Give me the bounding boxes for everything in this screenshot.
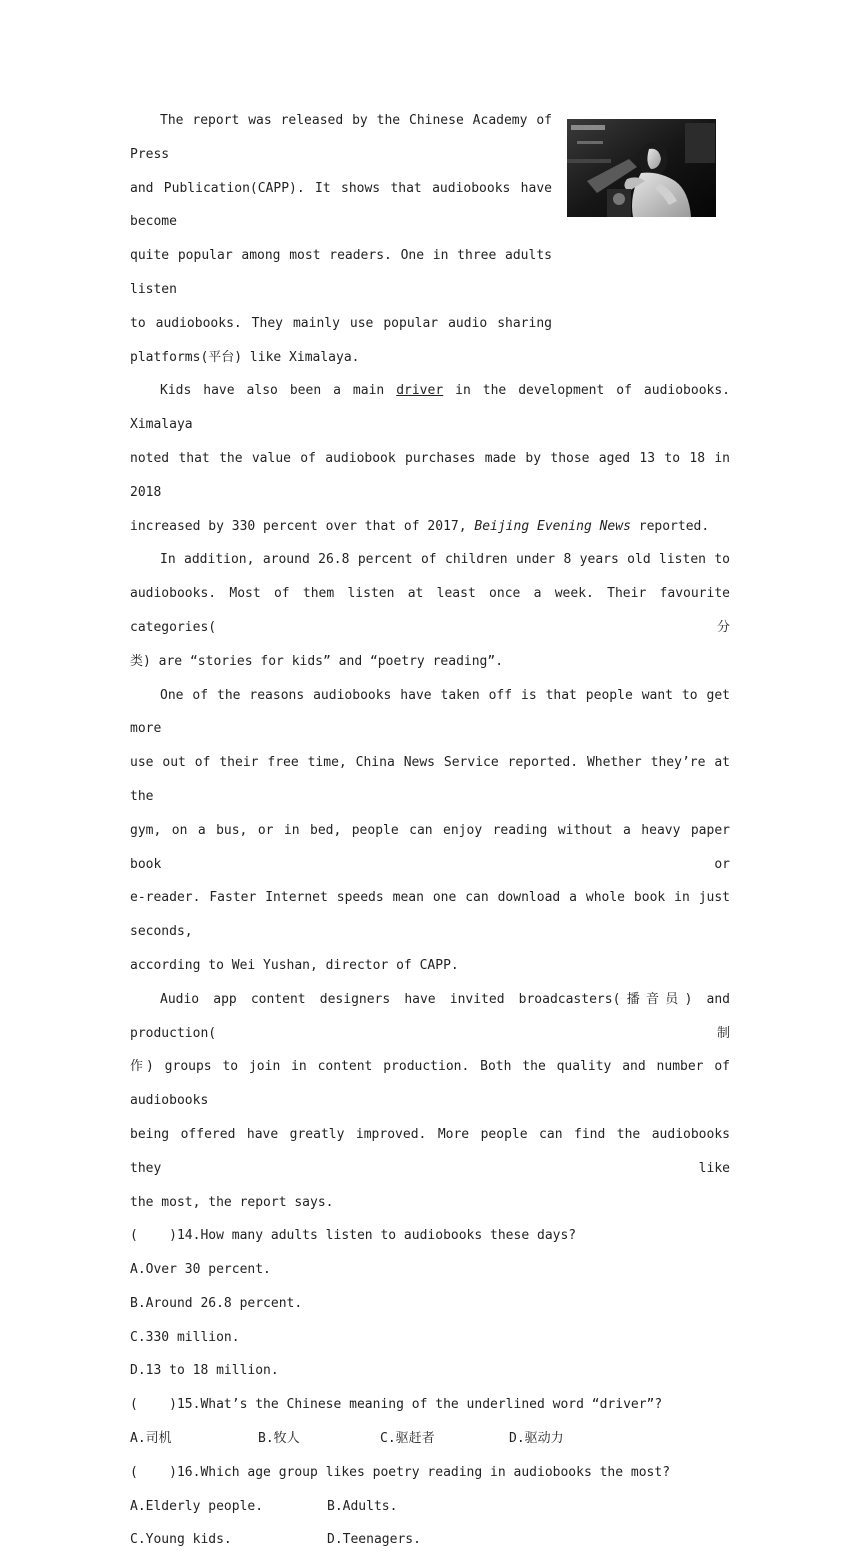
text-line: One of the reasons audiobooks have taken off is that people want to get more <box>130 687 730 737</box>
text-line: to audiobooks. They mainly use popular audio sharing <box>130 315 552 331</box>
newspaper-name: Beijing Evening News <box>474 518 631 534</box>
question-16-option-d[interactable]: D.Teenagers. <box>327 1532 421 1548</box>
question-16-option-a[interactable]: A.Elderly people. <box>130 1498 264 1514</box>
text-line: and Publication(CAPP). It shows that audiobooks have become <box>130 180 552 230</box>
text-line: In addition, around 26.8 percent of children under 8 years old listen to <box>160 552 730 568</box>
question-14-option-b[interactable]: B.Around 26.8 percent. <box>130 1295 303 1311</box>
question-14-stem: ( )14.How many adults listen to audiobooks these days? <box>130 1228 577 1244</box>
text-span: Kids have also been a main <box>160 383 397 399</box>
text-span: increased by 330 percent over that of 2017, <box>130 518 475 534</box>
text-line: according to Wei Yushan, director of CAPP. <box>130 957 459 973</box>
text-line: being offered have greatly improved. More people can find the audiobooks they like <box>130 1126 730 1176</box>
question-16-option-b[interactable]: B.Adults. <box>327 1498 398 1514</box>
text-line <box>130 510 730 544</box>
question-15-option-c[interactable]: C.驱赶者 <box>380 1431 435 1447</box>
intro-paragraph <box>130 104 552 374</box>
text-line: noted that the value of audiobook purchases made by those aged 13 to 18 in 2018 <box>130 450 730 500</box>
question-15-stem: ( )15.What’s the Chinese meaning of the underlined word “driver”? <box>130 1397 663 1413</box>
text-span: in the development of audiobooks. Ximalaya <box>130 383 731 433</box>
text-line <box>130 374 730 442</box>
text-line: 作) groups to join in content production. Both the quality and number of audiobooks <box>130 1059 730 1109</box>
photo-illustration <box>567 119 716 217</box>
text-span: reported. <box>630 518 710 534</box>
question-15-option-d[interactable]: D.驱动力 <box>509 1431 564 1447</box>
question-14-option-c[interactable]: C.330 million. <box>130 1329 240 1345</box>
text-line: 类) are “stories for kids” and “poetry reading”. <box>130 653 504 669</box>
document-page <box>130 104 730 1557</box>
underlined-word: driver <box>396 383 444 399</box>
question-14-option-a[interactable]: A.Over 30 percent. <box>130 1262 271 1278</box>
question-14-option-d[interactable]: D.13 to 18 million. <box>130 1363 279 1379</box>
text-line: platforms(平台) like Ximalaya. <box>130 349 360 365</box>
question-16-options-row2 <box>130 1523 730 1557</box>
question-16-options-row1 <box>130 1490 730 1524</box>
question-15-options <box>130 1422 730 1456</box>
intro-section <box>130 104 730 374</box>
text-line: use out of their free time, China News Service reported. Whether they’re at the <box>130 755 730 804</box>
text-line: The report was released by the Chinese Academy of Press <box>130 113 552 162</box>
text-line: gym, on a bus, or in bed, people can enjoy reading without a heavy paper book or <box>130 822 730 872</box>
question-15-option-a[interactable]: A.司机 <box>130 1431 172 1447</box>
question-16-option-c[interactable]: C.Young kids. <box>130 1532 232 1548</box>
text-line: audiobooks. Most of them listen at least once a week. Their favourite categories(分 <box>130 586 730 635</box>
text-line: e-reader. Faster Internet speeds mean one can download a whole book in just seconds, <box>130 890 730 940</box>
text-line: the most, the report says. <box>130 1194 334 1210</box>
woman-exercising-photo <box>567 119 716 217</box>
text-line: quite popular among most readers. One in three adults listen <box>130 248 552 297</box>
question-15-option-b[interactable]: B.牧人 <box>258 1431 300 1447</box>
question-16-stem: ( )16.Which age group likes poetry reading in audiobooks the most? <box>130 1464 671 1480</box>
text-line: Audio app content designers have invited broadcasters(播音员) and production(制 <box>130 991 730 1041</box>
